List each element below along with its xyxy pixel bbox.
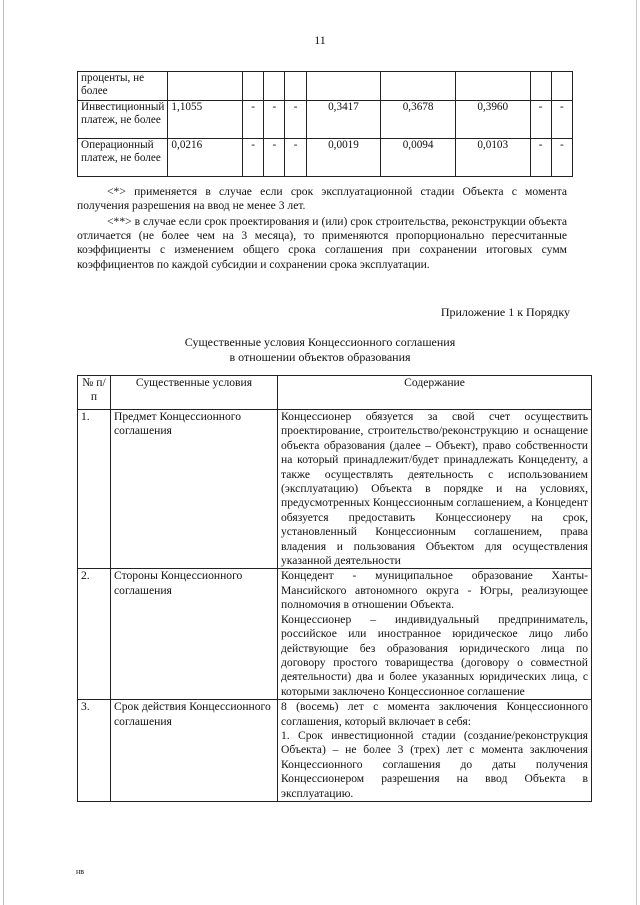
coefficients-cell: - xyxy=(264,139,285,177)
coefficients-cell xyxy=(285,72,306,101)
conditions-row xyxy=(78,569,592,700)
coefficients-row-label: Операционный платеж, не более xyxy=(78,139,168,177)
coefficients-cell xyxy=(551,72,572,101)
footnote-1-text: <*> применяется в случае если срок эксплуатационной стадии Объекта с момента получения разрешения на ввод не менее 3 лет. xyxy=(77,185,567,213)
coefficients-cell: - xyxy=(285,101,306,139)
coefficients-cell: - xyxy=(285,139,306,177)
conditions-content-paragraph: Концессионер обязуется за свой счет осуществить проектирование, строительство/реконструкцию и оснащение объекта образования (далее – Объект), право собственности на который принадлежит/будет принадлежать Концеденту, а также осуществлять деятельность с использованием (эксплуатацию) Объекта в порядке и на условиях, предусмотренных Концессионным соглашением, а Концедент обязуется предоставить Концессионеру на срок, установленный Концессионным соглашением, права владения и пользования Объектом для осуществления указанной деятельности xyxy=(281,410,588,568)
conditions-row-content xyxy=(278,569,592,700)
coefficients-cell: 0,0019 xyxy=(306,139,381,177)
header-condition: Существенные условия xyxy=(111,376,278,410)
coefficients-cell xyxy=(264,72,285,101)
page-edge-right xyxy=(636,0,637,905)
coefficients-cell xyxy=(381,72,456,101)
coefficients-cell: 0,3417 xyxy=(306,101,381,139)
coefficients-table xyxy=(77,71,573,177)
coefficients-cell: 0,0216 xyxy=(168,139,243,177)
coefficients-row-label: Инвестиционный платеж, не более xyxy=(78,101,168,139)
section-title xyxy=(0,335,640,364)
conditions-row xyxy=(78,700,592,802)
conditions-row-num: 1. xyxy=(78,410,111,569)
appendix-label: Приложение 1 к Порядку xyxy=(440,305,570,319)
conditions-row-condition: Стороны Концессионного соглашения xyxy=(111,569,278,700)
coefficients-cell: - xyxy=(243,139,264,177)
conditions-table xyxy=(77,375,592,802)
footnote-1 xyxy=(77,185,567,213)
conditions-row-num: 3. xyxy=(78,700,111,802)
section-title-line-1: Существенные условия Концессионного соглашения xyxy=(184,335,456,349)
conditions-row-content xyxy=(278,700,592,802)
conditions-row-condition: Срок действия Концессионного соглашения xyxy=(111,700,278,802)
coefficients-cell: - xyxy=(530,139,551,177)
coefficients-cell: 0,0094 xyxy=(381,139,456,177)
coefficients-row xyxy=(78,72,573,101)
coefficients-cell: 0,3960 xyxy=(455,101,530,139)
conditions-row-content xyxy=(278,410,592,569)
coefficients-cell xyxy=(243,72,264,101)
conditions-content-paragraph: Концедент - муниципальное образование Ханты-Мансийского автономного округа - Югры, реализующее полномочия в отношении Объекта. xyxy=(281,569,588,612)
page-number: 11 xyxy=(314,33,326,47)
coefficients-cell xyxy=(306,72,381,101)
coefficients-row xyxy=(78,101,573,139)
coefficients-cell: - xyxy=(551,139,572,177)
stamp-mark: нв xyxy=(76,867,85,876)
conditions-row-num: 2. xyxy=(78,569,111,700)
coefficients-row-label: проценты, не более xyxy=(78,72,168,101)
conditions-row xyxy=(78,410,592,569)
page-edge-left xyxy=(3,0,4,905)
coefficients-cell xyxy=(530,72,551,101)
coefficients-cell: 1,1055 xyxy=(168,101,243,139)
conditions-table-header xyxy=(78,376,592,410)
coefficients-row xyxy=(78,139,573,177)
conditions-content-paragraph: 8 (восемь) лет с момента заключения Концессионного соглашения, который включает в себя: xyxy=(281,700,588,728)
footnote-2-text: <**> в случае если срок проектирования и (или) срок строительства, реконструкции объекта отличается (не более чем на 3 месяца), то применяются пропорционально пересчитанные коэффициенты с изменением общего срока соглашения при сохранении итоговых сумм коэффициентов по каждой субсидии и сохранении срока эксплуатации. xyxy=(77,215,567,271)
coefficients-cell: - xyxy=(530,101,551,139)
header-num: № п/п xyxy=(78,376,111,410)
conditions-row-condition: Предмет Концессионного соглашения xyxy=(111,410,278,569)
conditions-content-paragraph: Концессионер – индивидуальный предприниматель, российское или иностранное юридическое лицо либо действующие без образования юридического лица по договору простого товарищества (договору о совместной деятельности) два и более указанных юридических лица, с которыми заключено Концессионное соглашение xyxy=(281,612,588,698)
coefficients-cell: - xyxy=(243,101,264,139)
header-content: Содержание xyxy=(278,376,592,410)
coefficients-cell: - xyxy=(551,101,572,139)
coefficients-cell xyxy=(168,72,243,101)
footnote-2 xyxy=(77,215,567,272)
section-title-line-2: в отношении объектов образования xyxy=(229,349,411,364)
coefficients-cell: 0,3678 xyxy=(381,101,456,139)
coefficients-cell: 0,0103 xyxy=(455,139,530,177)
coefficients-cell xyxy=(455,72,530,101)
conditions-content-paragraph: 1. Срок инвестиционной стадии (создание/реконструкция Объекта) – не более 3 (трех) лет с момента заключения Концессионного соглашения до даты получения Концессионером разрешения на ввод Объекта в эксплуатацию. xyxy=(281,728,588,800)
coefficients-cell: - xyxy=(264,101,285,139)
